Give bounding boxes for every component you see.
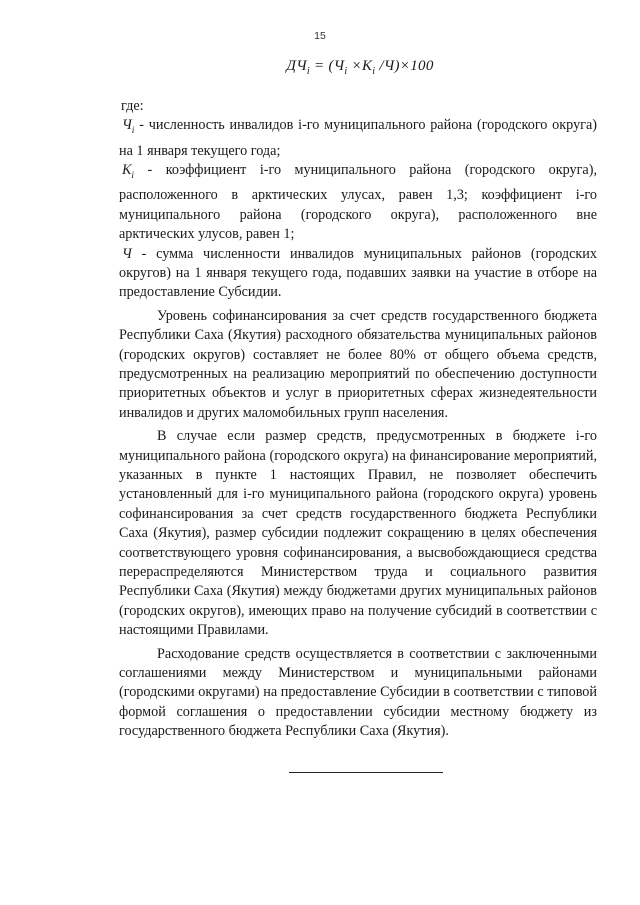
formula-eq: = ( [309,58,334,74]
formula-c-sub: i [344,66,348,77]
formula-lhs: ДЧ [286,58,307,74]
page-number: 15 [314,30,326,42]
definition-symbol-sub: i [131,126,135,137]
formula-lhs-sub: i [306,66,310,77]
definition-text: - сумма численности инвалидов муниципальных районов (городских округов) на 1 января текущего года, подавших заявки на участие в отборе на предоставление Субсидии. [119,245,597,301]
definition-text: - численность инвалидов i-го муниципального района (городского округа) на 1 января текущего года; [119,117,597,159]
definition-item [119,245,597,303]
definition-text: - коэффициент i-го муниципального района (городского округа), расположенного в арктических улусах, равен 1,3; коэффициент i-го муниципального района (городского округа), расположенного вне арктических улусов, равен 1; [119,162,597,243]
where-label: где: [121,98,144,114]
definition-symbol: К [122,162,132,179]
formula-c: Ч [333,58,345,74]
definition-item [119,161,597,244]
definition-symbol: Ч [122,117,132,134]
formula-k: К [361,58,373,74]
formula-rest: /Ч)×100 [375,58,434,74]
paragraph: В случае если размер средств, предусмотренных в бюджете i-го муниципального района (городского округа) на финансирование мероприятий, указанных в пункте 1 настоящих Правил, не позволяет обеспечить установленный для i-го муниципального района (городского округа) уровень софинансирования за счет средств государственного бюджета Республики Саха (Якутия), размер субсидии подлежит сокращению в целях обеспечения соответствующего уровня софинансирования, а высвобождающиеся средства перераспределяются Министерством труда и социального развития Республики Саха (Якутия) между бюджетами других муниципальных районов (городских округов), имеющих право на получение субсидий в соответствии с настоящими Правилами. [119,428,597,639]
paragraph: Уровень софинансирования за счет средств государственного бюджета Республики Саха (Якутия) расходного обязательства муниципальных районов (городских округов) составляет не более 80% от общего объема средств, предусмотренных на реализацию мероприятий по обеспечению доступности приоритетных объектов и услуг в приоритетных сферах жизнедеятельности инвалидов и других маломобильных групп населения. [119,307,597,421]
formula-times: × [347,58,362,74]
definition-symbol: Ч [122,245,132,262]
formula [0,58,640,77]
formula-k-sub: i [372,66,376,77]
definition-symbol-sub: i [131,170,135,181]
definition-item [119,116,597,161]
paragraph: Расходование средств осуществляется в соответствии с заключенными соглашениями между Министерством и муниципальными районами (городскими округами) на предоставление Субсидии в соответствии с типовой формой соглашения о предоставлении субсидии местному бюджету из государственного бюджета Республики Саха (Якутия). [119,645,597,740]
end-divider-line [289,772,443,773]
document-body [119,97,597,742]
